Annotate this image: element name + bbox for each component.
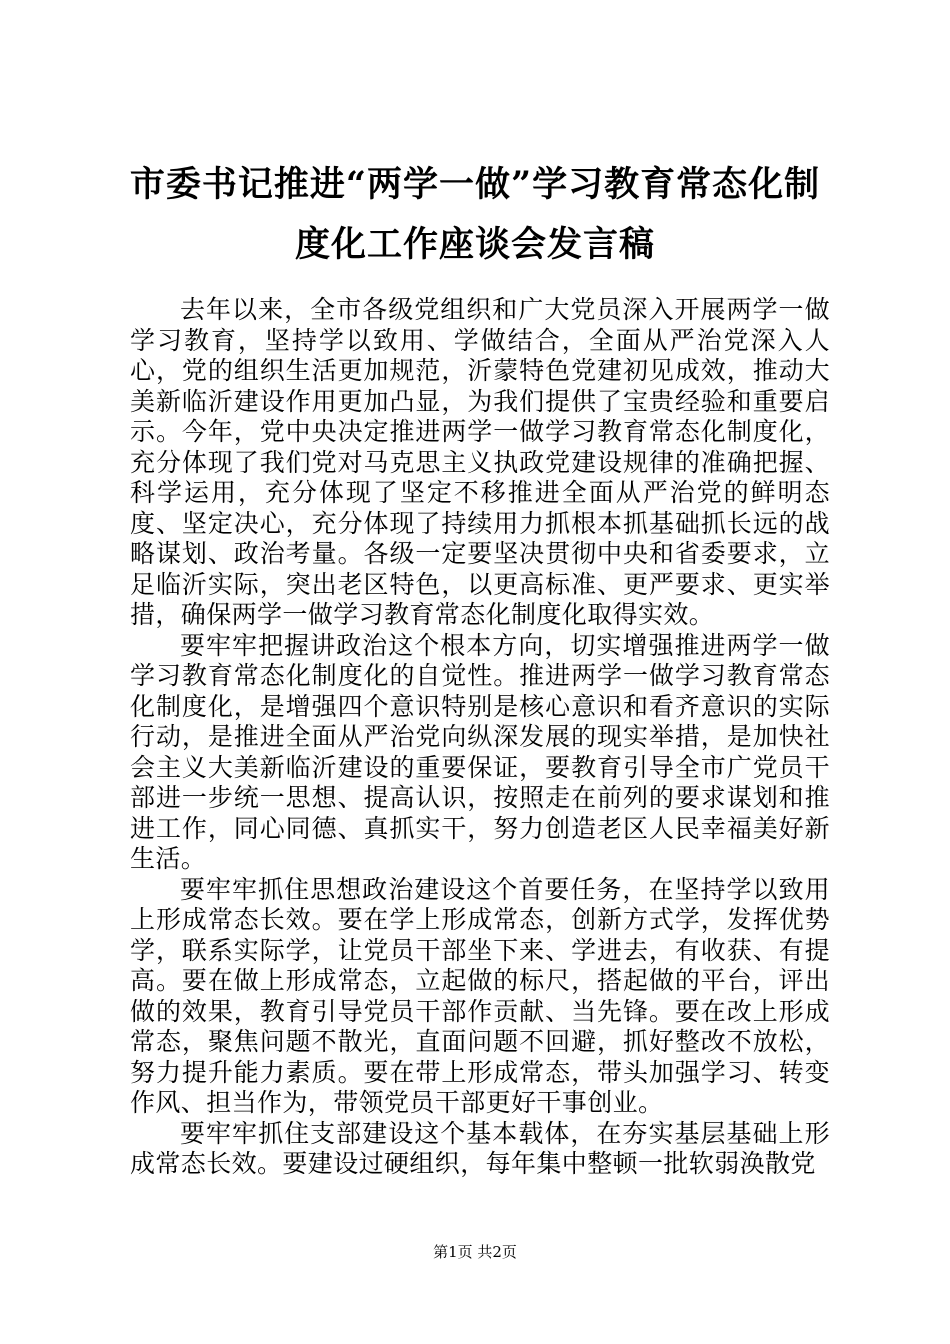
paragraph-3: 要牢牢抓住思想政治建设这个首要任务，在坚持学以致用上形成常态长效。要在学上形成常态，创新方式学，发挥优势学，联系实际学，让党员干部坐下来、学进去，有收获、有提高。要在做上形成常态，立起做的标尺，搭起做的平台，评出做的效果，教育引导党员干部作贡献、当先锋。要在改上形成常态，聚焦问题不散光，直面问题不回避，抓好整改不放松，努力提升能力素质。要在带上形成常态，带头加强学习、转变作风、担当作为，带领党员干部更好干事创业。: [130, 874, 830, 1117]
page-footer: [0, 1242, 950, 1262]
paragraph-1: 去年以来，全市各级党组织和广大党员深入开展两学一做学习教育，坚持学以致用、学做结合，全面从严治党深入人心，党的组织生活更加规范，沂蒙特色党建初见成效，推动大美新临沂建设作用更加凸显，为我们提供了宝贵经验和重要启示。今年，党中央决定推进两学一做学习教育常态化制度化，充分体现了我们党对马克思主义执政党建设规律的准确把握、科学运用，充分体现了坚定不移推进全面从严治党的鲜明态度、坚定决心，充分体现了持续用力抓根本抓基础抓长远的战略谋划、政治考量。各级一定要坚决贯彻中央和省委要求，立足临沂实际，突出老区特色，以更高标准、更严要求、更实举措，确保两学一做学习教育常态化制度化取得实效。: [130, 295, 830, 629]
page-number: 第1页: [433, 1243, 473, 1261]
paragraph-2: 要牢牢把握讲政治这个根本方向，切实增强推进两学一做学习教育常态化制度化的自觉性。推进两学一做学习教育常态化制度化，是增强四个意识特别是核心意识和看齐意识的实际行动，是推进全面从严治党向纵深发展的现实举措，是加快社会主义大美新临沂建设的重要保证，要教育引导全市广党员干部进一步统一思想、提高认识，按照走在前列的要求谋划和推进工作，同心同德、真抓实干，努力创造老区人民幸福美好新生活。: [130, 630, 830, 873]
page-total: 共2页: [477, 1243, 517, 1261]
paragraph-4: 要牢牢抓住支部建设这个基本载体，在夯实基层基础上形成常态长效。要建设过硬组织，每年集中整顿一批软弱涣散党: [130, 1118, 830, 1178]
document-title-line-1: 市委书记推进“两学一做”学习教育常态化制: [129, 164, 821, 205]
document-title-line-2: 度化工作座谈会发言稿: [294, 224, 655, 265]
document-body: [130, 295, 830, 1180]
